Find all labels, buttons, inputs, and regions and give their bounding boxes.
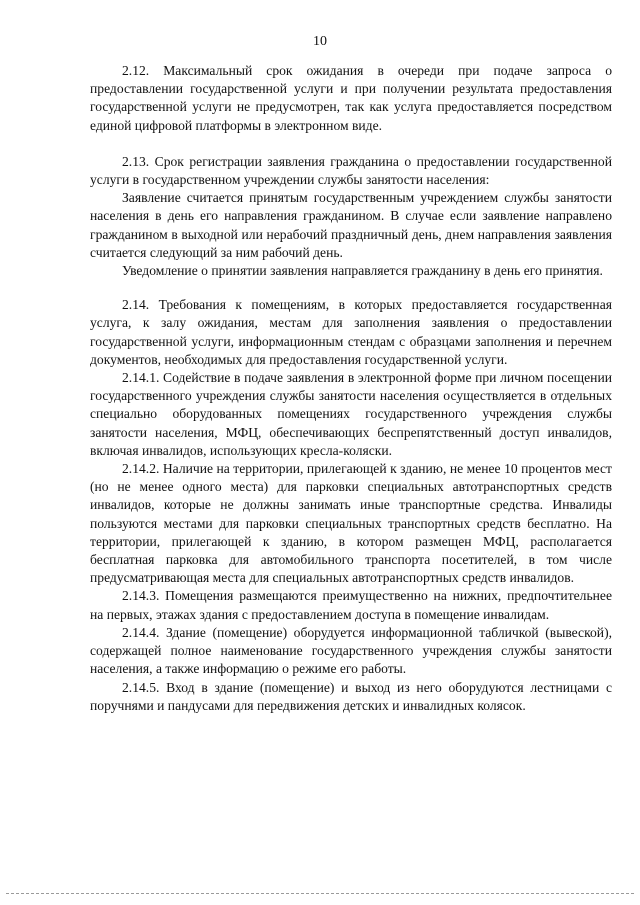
paragraph-2-13-notice: Уведомление о принятии заявления направляется гражданину в день его принятия. <box>122 263 603 279</box>
paragraph-2-14: 2.14. Требования к помещениям, в которых предоставляется государственная услуга, к залу ожидания, местам для заполнения заявления о предоставлении государственной услуги, информационным стендам с образцами заполнения и перечнем документов, необходимых для предоставления государственной услуги. <box>90 297 612 367</box>
paragraph-2-14-3: 2.14.3. Помещения размещаются преимущественно на нижних, предпочтительнее на первых, этажах здания с предоставлением доступа в помещение инвалидам. <box>90 588 612 622</box>
paragraph-2-14-5: 2.14.5. Вход в здание (помещение) и выход из него оборудуются лестницами с поручнями и пандусами для передвижения детских и инвалидных колясок. <box>90 679 612 713</box>
document-body <box>90 62 612 715</box>
paragraph-2-14-2: 2.14.2. Наличие на территории, прилегающей к зданию, не менее 10 процентов мест (но не менее одного места) для парковки специальных автотранспортных средств инвалидов, которые не должны занимать иные транспортные средства. Инвалиды пользуются местами для парковки специальных транспортных средств бесплатно. На территории, прилегающей к зданию, в котором размещен МФЦ, располагается бесплатная парковка для автомобильного транспорта посетителей, в том числе предусматривающая места для специальных автотранспортных средств инвалидов. <box>90 461 612 586</box>
paragraph-2-14-1: 2.14.1. Содействие в подаче заявления в электронной форме при личном посещении государственного учреждения службы занятости населения осуществляется в отдельных специально оборудованных помещениях государственного учреждения службы занятости населения, МФЦ, обеспечивающих беспрепятственный доступ инвалидов, включая инвалидов, использующих кресла-коляски. <box>90 370 612 458</box>
scan-edge-line <box>6 893 634 894</box>
section-spacer <box>90 280 612 296</box>
page-number: 10 <box>313 34 327 49</box>
paragraph-2-12: 2.12. Максимальный срок ожидания в очереди при подаче запроса о предоставлении государственной услуги и при получении результата предоставления государственной услуги не предусмотрен, так как услуга предоставляется посредством единой цифровой платформы в электронном виде. <box>90 63 612 133</box>
paragraph-2-14-4: 2.14.4. Здание (помещение) оборудуется информационной табличкой (вывеской), содержащей полное наименование государственного учреждения службы занятости населения, а также информацию о режиме его работы. <box>90 624 612 677</box>
paragraph-2-13: 2.13. Срок регистрации заявления гражданина о предоставлении государственной услуги в государственном учреждении службы занятости населения: <box>90 153 612 188</box>
paragraph-2-13-statement: Заявление считается принятым государственным учреждением службы занятости населения в день его направления гражданином. В случае если заявление направлено гражданином в выходной или нерабочий праздничный день, днем направления заявления считается следующий за ним рабочий день. <box>90 190 612 260</box>
section-spacer <box>90 135 612 153</box>
